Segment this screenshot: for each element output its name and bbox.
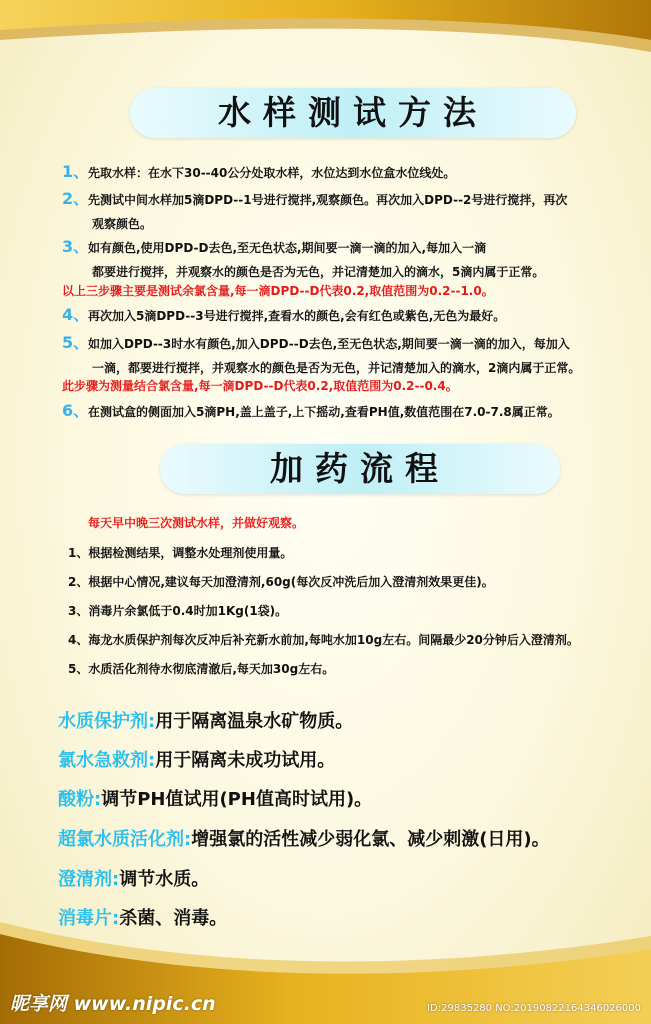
step-item — [62, 399, 637, 424]
definition-desc: 增强氯的活性减少弱化氯、减少刺激(日用)。 — [191, 829, 550, 850]
step-text: 如有颜色,使用DPD-D去色,至无色状态,期间要一滴一滴的加入,每加入一滴 — [88, 241, 487, 255]
definition-term: 氯水急救剂: — [58, 750, 156, 771]
step-number: 2、 — [62, 189, 90, 208]
definition-desc: 杀菌、消毒。 — [119, 908, 228, 929]
step-number: 1、 — [62, 162, 90, 181]
flow-item: 3、消毒片余氯低于0.4时加1Kg(1袋)。 — [68, 604, 288, 618]
step-item — [62, 187, 637, 236]
step-text: 先取水样：在水下30--40公分处取水样，水位达到水位盒水位线处。 — [88, 166, 456, 180]
definition-term: 水质保护剂: — [58, 711, 156, 732]
note-red: 以上三步骤主要是测试余氯含量,每一滴DPD--D代表0.2,取值范围为0.2--1.0。 — [62, 284, 494, 298]
section-title-banner-dosing-flow — [160, 444, 560, 494]
definition-item — [58, 906, 648, 932]
definition-desc: 用于隔离温泉水矿物质。 — [155, 711, 354, 732]
definition-item — [58, 748, 648, 774]
step-text-continued: 观察颜色。 — [92, 217, 153, 231]
flow-item: 2、根据中心情况,建议每天加澄清剂,60g(每次反冲洗后加入澄清剂效果更佳)。 — [68, 575, 494, 589]
step-item — [62, 160, 637, 185]
watermark-brand: 昵享网 www.nipic.cn — [10, 993, 216, 1015]
definition-desc: 用于隔离未成功试用。 — [155, 750, 336, 771]
definition-term: 酸粉: — [58, 789, 102, 810]
step-number: 6、 — [62, 401, 90, 420]
step-text: 再次加入5滴DPD--3号进行搅拌,查看水的颜色,会有红色或紫色,无色为最好。 — [88, 309, 506, 323]
step-text-continued: 都要进行搅拌，并观察水的颜色是否为无色，并记清楚加入的滴水，5滴内属于正常。 — [92, 265, 545, 279]
step-number: 3、 — [62, 237, 90, 256]
step-number: 4、 — [62, 305, 90, 324]
flow-intro-red: 每天早中晚三次测试水样，并做好观察。 — [88, 516, 305, 530]
definition-item — [58, 709, 648, 735]
definition-term: 超氯水质活化剂: — [58, 829, 192, 850]
definition-item — [58, 787, 648, 813]
step-text: 先测试中间水样加5滴DPD--1号进行搅拌,观察颜色。再次加入DPD--2号进行搅拌，再次 — [88, 193, 568, 207]
note-red: 此步骤为测量结合氯含量,每一滴DPD--D代表0.2,取值范围为0.2--0.4。 — [62, 379, 458, 393]
step-item — [62, 331, 637, 380]
definition-term: 消毒片: — [58, 908, 120, 929]
definition-desc: 调节PH值试用(PH值高时试用)。 — [101, 789, 373, 810]
flow-item: 4、海龙水质保护剂每次反冲后补充新水前加,每吨水加10g左右。间隔最少20分钟后入澄清剂。 — [68, 633, 579, 647]
step-text-continued: 一滴，都要进行搅拌，并观察水的颜色是否为无色，并记清楚加入的滴水，2滴内属于正常。 — [92, 361, 581, 375]
step-number: 5、 — [62, 333, 90, 352]
top-gold-swoosh — [0, 0, 651, 70]
definition-item — [58, 827, 648, 853]
definition-desc: 调节水质。 — [119, 869, 210, 890]
step-item — [62, 235, 637, 284]
section-title-banner-test-method — [130, 88, 576, 138]
section-title: 加药流程 — [270, 449, 450, 488]
flow-item: 1、根据检测结果，调整水处理剂使用量。 — [68, 546, 293, 560]
step-item — [62, 303, 637, 328]
definition-term: 澄清剂: — [58, 869, 120, 890]
definition-item — [58, 867, 648, 893]
step-text: 如加入DPD--3时水有颜色,加入DPD--D去色,至无色状态,期间要一滴一滴的加入，每加入 — [88, 337, 570, 351]
flow-item: 5、水质活化剂待水彻底清澈后,每天加30g左右。 — [68, 662, 335, 676]
step-text: 在测试盒的侧面加入5滴PH,盖上盖子,上下摇动,查看PH值,数值范围在7.0-7.8属正常。 — [88, 405, 560, 419]
section-title: 水样测试方法 — [218, 93, 488, 132]
watermark-id: ID:29835280 NO:20190822164346026000 — [427, 1003, 641, 1014]
